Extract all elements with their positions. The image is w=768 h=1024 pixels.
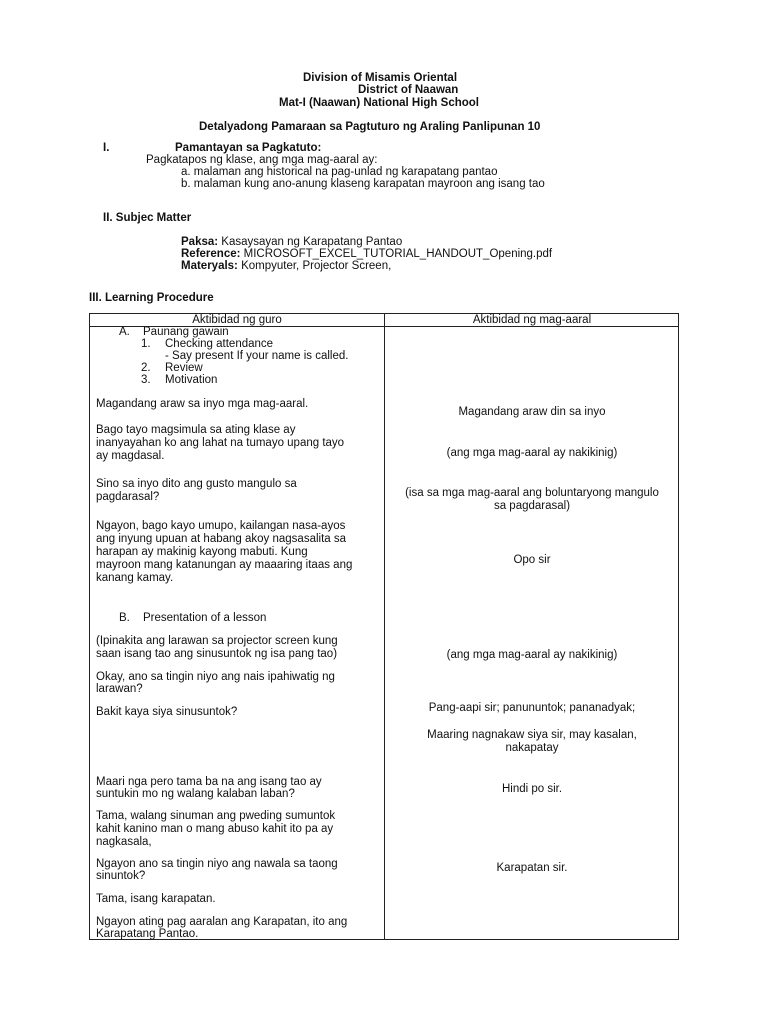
student-line: Opo sir: [513, 554, 551, 566]
materyals-label: Materyals:: [181, 260, 238, 272]
teacher-line: Bago tayo magsimula sa ating klase ay: [96, 424, 296, 436]
teacher-line: kanang kamay.: [96, 572, 174, 584]
teacher-line: larawan?: [96, 683, 143, 695]
item-1-number: 1.: [141, 338, 151, 350]
teacher-line: Ngayon ating pag aaralan ang Karapatan, ito ang: [96, 916, 348, 928]
teacher-line: Bakit kaya siya sinusuntok?: [96, 706, 238, 718]
teacher-line: harapan ay makinig kayong mabuti. Kung: [96, 546, 308, 558]
teacher-line: suntukin mo ng walang kalaban laban?: [96, 788, 295, 800]
section1-item-b: b. malaman kung ano-anung klaseng karapatan mayroon ang isang tao: [181, 178, 545, 190]
teacher-line: ay magdasal.: [96, 450, 165, 462]
reference-label: Reference:: [181, 248, 241, 260]
teacher-line: Okay, ano sa tingin niyo ang nais ipahiwatig ng: [96, 671, 335, 683]
teacher-line: Ngayon, bago kayo umupo, kailangan nasa-ayos: [96, 520, 346, 532]
column-header-student: Aktibidad ng mag-aaral: [472, 314, 592, 326]
item-2-text: Review: [165, 362, 203, 374]
teacher-line: Karapatang Pantao.: [96, 928, 199, 940]
student-line: Maaring nagnakaw siya sir, may kasalan,: [427, 729, 637, 741]
student-line: Magandang araw din sa inyo: [458, 406, 606, 418]
teacher-line: mayroon mang katanungan ay maaaring itaas ang: [96, 559, 353, 571]
teacher-line: ang inyung upuan at habang akoy nagsasalita sa: [96, 533, 347, 545]
section1-item-a: a. malaman ang historical na pag-unlad ng karapatang pantao: [181, 166, 498, 178]
teacher-line: nagkasala,: [96, 836, 152, 848]
header-school: Mat-I (Naawan) National High School: [279, 97, 479, 109]
teacher-line: inanyayahan ko ang lahat na tumayo upang tayo: [96, 437, 345, 449]
section1-intro: Pagkatapos ng klase, ang mga mag-aaral ay:: [146, 154, 378, 166]
teacher-line: Maari nga pero tama ba na ang isang tao ay: [96, 776, 322, 788]
teacher-line: Sino sa inyo dito ang gusto mangulo sa: [96, 478, 297, 490]
teacher-line: Tama, walang sinuman ang pweding sumuntok: [96, 810, 336, 822]
student-line: (isa sa mga mag-aaral ang boluntaryong mangulo: [405, 487, 659, 499]
student-line: sa pagdarasal): [493, 500, 571, 512]
section1-heading: Pamantayan sa Pagkatuto:: [175, 142, 322, 154]
paksa-value: Kasaysayan ng Karapatang Pantao: [218, 236, 403, 248]
document-title: Detalyadong Pamaraan sa Pagtuturo ng Araling Panlipunan 10: [199, 121, 541, 133]
item-3-text: Motivation: [165, 374, 218, 386]
item-2-number: 2.: [141, 362, 151, 374]
materyals-line: [181, 260, 391, 273]
teacher-line: pagdarasal?: [96, 491, 160, 503]
teacher-line: Ngayon ano sa tingin niyo ang nawala sa taong: [96, 858, 338, 870]
header-division: Division of Misamis Oriental: [303, 72, 458, 84]
student-line: (ang mga mag-aaral ay nakikinig): [446, 447, 618, 459]
header-district: District of Naawan: [358, 84, 459, 96]
teacher-line: Tama, isang karapatan.: [96, 893, 216, 905]
student-line: Hindi po sir.: [501, 783, 563, 795]
student-line: (ang mga mag-aaral ay nakikinig): [446, 649, 618, 661]
teacher-line: kahit kanino man o mang abuso kahit ito pa ay: [96, 823, 334, 835]
column-header-teacher: Aktibidad ng guro: [192, 314, 282, 326]
section3-heading: III. Learning Procedure: [89, 292, 214, 304]
item-1-subtext: - Say present If your name is called.: [165, 350, 349, 362]
teacher-line: Magandang araw sa inyo mga mag-aaral.: [96, 398, 309, 410]
teacher-line: saan isang tao ang sinusuntok ng isa pang tao): [96, 648, 338, 660]
learning-procedure-table: [89, 313, 679, 940]
section-b-letter: B.: [119, 612, 130, 624]
section2-heading: II. Subjec Matter: [103, 212, 192, 224]
paksa-label: Paksa:: [181, 236, 219, 248]
section-a-title: Paunang gawain: [143, 326, 229, 338]
section1-number: I.: [103, 142, 110, 154]
reference-value: MICROSOFT_EXCEL_TUTORIAL_HANDOUT_Opening.pdf: [240, 248, 553, 260]
item-1-text: Checking attendance: [165, 338, 274, 350]
section-b-title: Presentation of a lesson: [143, 612, 267, 624]
teacher-line: (Ipinakita ang larawan sa projector screen kung: [96, 635, 338, 647]
student-line: Pang-aapi sir; panununtok; pananadyak;: [428, 702, 636, 714]
item-3-number: 3.: [141, 374, 151, 386]
student-line: Karapatan sir.: [496, 862, 568, 874]
teacher-line: sinuntok?: [96, 870, 146, 882]
student-line: nakapatay: [505, 742, 559, 754]
section-a-letter: A.: [119, 326, 130, 338]
materyals-value: Kompyuter, Projector Screen,: [237, 260, 392, 272]
